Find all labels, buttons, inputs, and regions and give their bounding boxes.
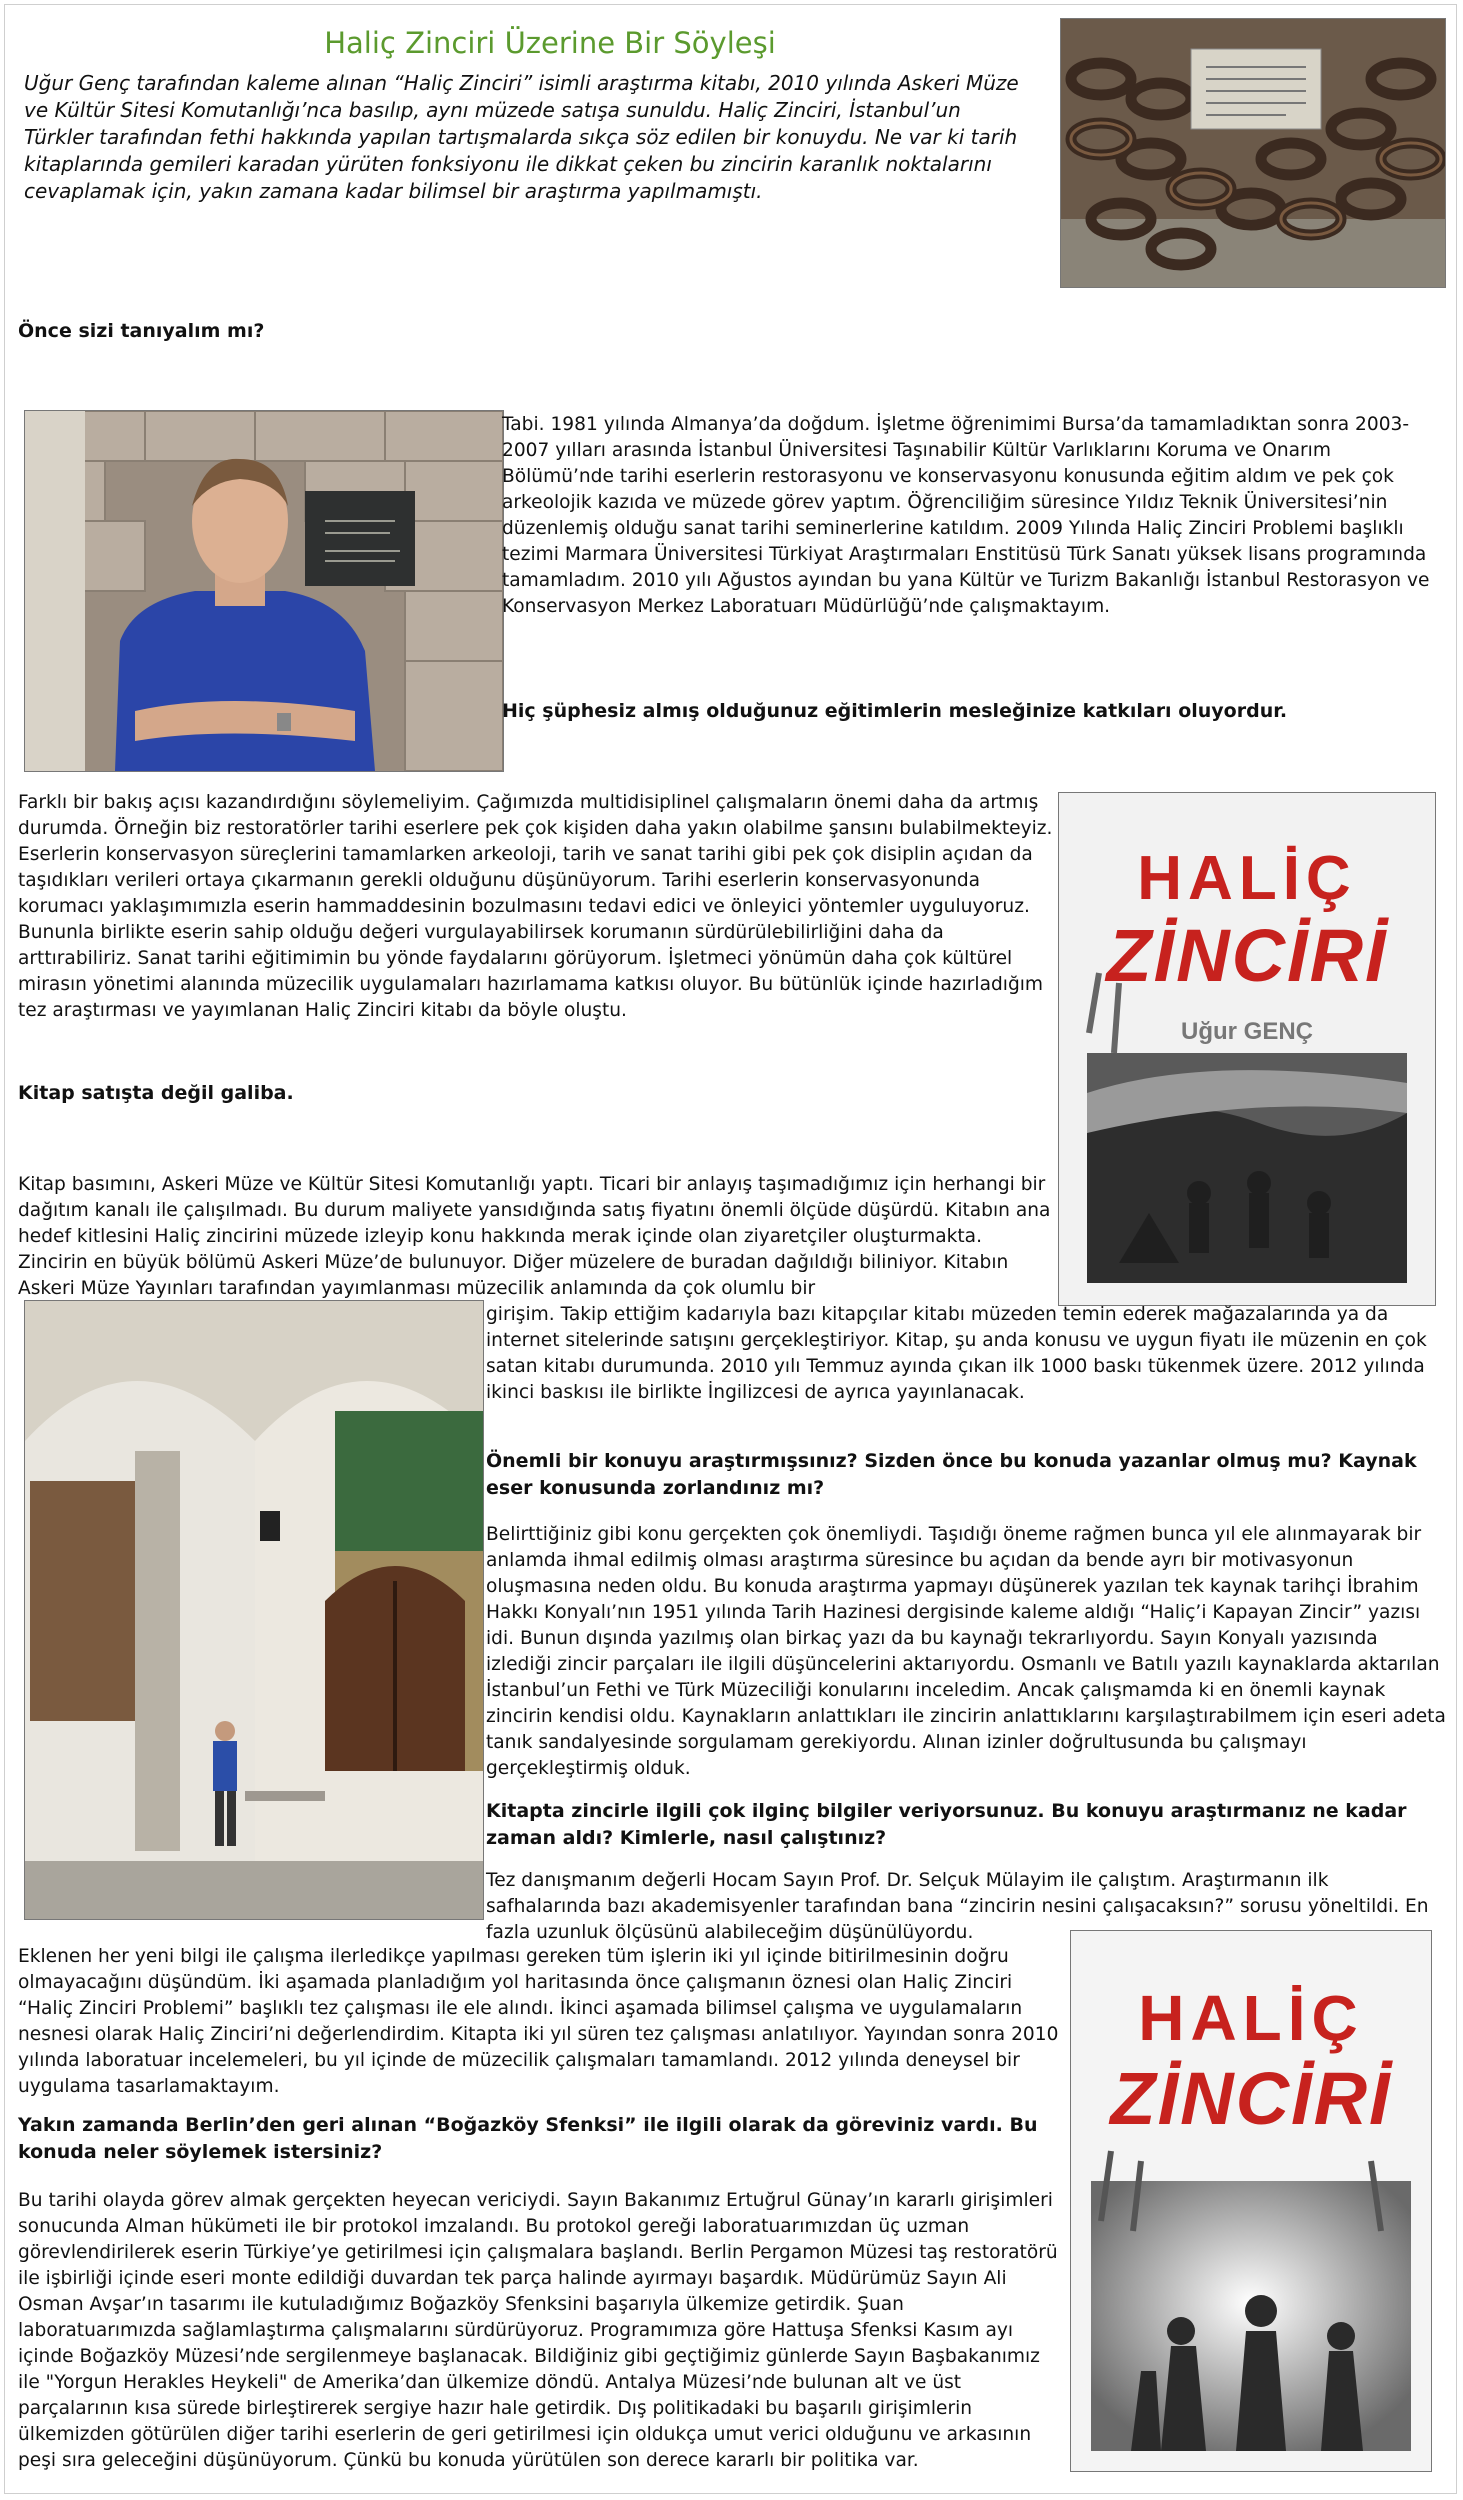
answer-4-block xyxy=(486,1522,1446,1782)
chain-photo xyxy=(1060,18,1446,288)
answer-3-block xyxy=(18,1172,1053,1302)
page-title: Haliç Zinciri Üzerine Bir Söyleşi xyxy=(324,26,776,60)
answer-6-block xyxy=(18,2188,1063,2474)
question-4: Önemli bir konuyu araştırmışsınız? Sizden önce bu konuda yazanlar olmuş mu? Kaynak eser konusunda zorlandınız mı? xyxy=(486,1450,1417,1499)
book-1-author: Uğur GENÇ xyxy=(1181,1018,1313,1045)
answer-5a: Tez danışmanım değerli Hocam Sayın Prof. Dr. Selçuk Mülayim ile çalıştım. Araştırmanın ilk safhalarında bazı akademisyenler tarafından bana “zincirin nesini çalışacaksın?” sorusu yöneltildi. En fazla uzunluk ölçüsünü alabileceğim düşünülüyordu. xyxy=(486,1870,1429,1943)
answer-1: Tabi. 1981 yılında Almanya’da doğdum. İşletme öğrenimimi Bursa’da tamamladıktan sonra 2003-2007 yılları arasında İstanbul Üniversitesi Taşınabilir Kültür Varlıklarını Koruma ve Onarım Bölümü’nde tarihi eserlerin restorasyonu ve konservasyonu konusunda eğitim aldım ve pek çok arkeolojik kazıda ve müzede görev yaptım. Öğrenciliğim süresince Yıldız Teknik Üniversitesi’nin düzenlemiş olduğu sanat tarihi seminerlerine katıldım. 2009 Yılında Haliç Zinciri Problemi başlıklı tezimi Marmara Üniversitesi Türkiyat Araştırmaları Enstitüsü Türk Sanatı yüksek lisans programında tamamladım. 2010 yılı Ağustos ayından bu yana Kültür ve Turizm Bakanlığı İstanbul Restorasyon ve Konservasyon Merkez Laboratuarı Müdürlüğü’nde çalışmaktayım. xyxy=(502,414,1430,617)
author-portrait-photo xyxy=(24,410,504,772)
answer-1-block xyxy=(502,412,1432,620)
answer-4: Belirttiğiniz gibi konu gerçekten çok önemliydi. Taşıdığı öneme rağmen bunca yıl ele alınmayarak bir anlamda ihmal edilmiş olması araştırma süresince bu açıdan da bende ayrı bir motivasyonun oluşmasına neden oldu. Bu konuda araştırma yapmayı düşünerek yazılan tek kaynak tarihçi İbrahim Hakkı Konyalı’nın 1951 yılında Tarih Hazinesi dergisinde kaleme aldığı “Haliç’i Kapayan Zincir” yazısı idi. Bunun dışında yazılmış olan birkaç yazı da bu kaynağı tekrarlıyordu. Sayın Konyalı yazısında izlediği zincir parçaları ile ilgili düşüncelerini aktarıyordu. Osmanlı ve Batılı yazılı kaynaklarda aktarılan İstanbul’un Fethi ve Türk Müzeciliği konularını inceledim. Ancak çalışmamda ki en önemli kaynak zincirin kendisi oldu. Kaynakların anlattıkları ile zincirin anlattıklarını karşılaştırabilmem için eseri adeta tanık sandalyesinde sorgulamam gerekiyordu. Alınan izinler doğrultusunda bu çalışmayı gerçekleştirmiş olduk. xyxy=(486,1524,1446,1779)
question-1: Önce sizi tanıyalım mı? xyxy=(18,320,265,342)
book-1-title-top: HALİÇ xyxy=(1137,844,1357,913)
book-1-title-bottom: ZİNCİRİ xyxy=(1106,914,1388,997)
author-mosque-photo xyxy=(24,1300,484,1920)
answer-3: Kitap basımını, Askeri Müze ve Kültür Sitesi Komutanlığı yaptı. Ticari bir anlayış taşımadığımız için herhangi bir dağıtım kanalı ile çalışılmadı. Bu durum maliyete yansıdığında satış fiyatını önemli ölçüde düşürdü. Kitabın ana hedef kitlesini Haliç zincirini müzede izleyip konu hakkında merak içinde olan ziyaretçiler oluşturmakta. Zincirin en büyük bölümü Askeri Müze’de bulunuyor. Diğer müzelere de buradan dağıldığı biliniyor. Kitabın Askeri Müze Yayınları tarafından yayımlanması müzecilik anlamında da çok olumlu bir xyxy=(18,1174,1051,1299)
book-2-title-bottom: ZİNCİRİ xyxy=(1110,2057,1392,2140)
answer-5b: Eklenen her yeni bilgi ile çalışma ilerledikçe yapılması gereken tüm işlerin iki yıl içinde bitirilmesinin doğru olmayacağını düşündüm. İki aşamada planladığım yol haritasında önce çalışmanın öznesi olan Haliç Zinciri “Haliç Zinciri Problemi” başlıklı tez çalışması ile ele alındı. İkinci aşamada bilimsel çalışma ve uygulamaların nesnesi olarak Haliç Zinciri’ni değerlendirdim. Kitapta iki yıl süren tez çalışması anlatılıyor. Yayından sonra 2010 yılında laboratuar incelemeleri, bu yıl içinde de müzecilik çalışmaları tamamlandı. 2012 yılında deneysel bir uygulama tasarlamaktayım. xyxy=(18,1946,1059,2097)
answer-3b: girişim. Takip ettiğim kadarıyla bazı kitapçılar kitabı müzeden temin ederek mağazalarında ya da internet sitelerinde satışını gerçekleştiriyor. Kitap, şu anda konusu ve uygun fiyatı ile müzenin en çok satan kitabı durumunda. 2010 yılı Temmuz ayında çıkan ilk 1000 baskı tükenmek üzere. 2012 yılında ikinci baskısı ile birlikte İngilizcesi de ayrıca yayınlanacak. xyxy=(486,1304,1427,1403)
book-cover-2 xyxy=(1070,1930,1432,2472)
question-2: Hiç şüphesiz almış olduğunuz eğitimlerin mesleğinize katkıları oluyordur. xyxy=(502,700,1288,722)
answer-5b-block xyxy=(18,1944,1068,2100)
answer-3b-block xyxy=(486,1302,1446,1406)
book-cover-1 xyxy=(1058,792,1436,1306)
answer-2: Farklı bir bakış açısı kazandırdığını söylemeliyim. Çağımızda multidisiplinel çalışmaların önemi daha da artmış durumda. Örneğin biz restoratörler tarihi eserlere pek çok kişiden daha yakın olabilme şansını bulabilmekteyiz. Eserlerin konservasyon süreçlerini tamamlarken arkeoloji, tarih ve sanat tarihi gibi pek çok disiplin açıdan da taşıdıkları verileri ortaya çıkarmanın gerekli olduğunu düşünüyorum. Tarihi eserlerin konservasyonunda korumacı yaklaşımımızla eserin hammaddesinin bozulmasını tedavi edici ve önleyici yöntemler uyguluyoruz. Bununla birlikte eserin sahip olduğu değeri vurgulayabilirsek korumanın sürdürülebilirliğini daha da arttırabiliriz. Sanat tarihi eğitimimin bu yönde faydalarını görüyorum. İşletmeci yönümün daha çok kültürel mirasın yönetimi alanında müzecilik uygulamaları hazırlamama katkısı oluyor. Bu bütünlük içinde hazırladığım tez araştırması ve yayımlanan Haliç Zinciri kitabı da böyle oluştu. xyxy=(18,792,1053,1021)
answer-2-block xyxy=(18,790,1053,1024)
intro-paragraph: Uğur Genç tarafından kaleme alınan “Haliç Zinciri” isimli araştırma kitabı, 2010 yılında Askeri Müze ve Kültür Sitesi Komutanlığı’nca basılıp, aynı müzede satışa sunuldu. Haliç Zinciri, İstanbul’un Türkler tarafından fethi hakkında yapılan tartışmalarda sıkça söz edilen bir konuydu. Ne var ki tarih kitaplarında gemileri karadan yürüten fonksiyonu ile dikkat çeken bu zincirin karanlık noktalarını cevaplamak için, yakın zamana kadar bilimsel bir araştırma yapılmamıştı. xyxy=(24,71,1019,203)
question-5: Kitapta zincirle ilgili çok ilginç bilgiler veriyorsunuz. Bu konuyu araştırmanız ne kadar zaman aldı? Kimlerle, nasıl çalıştınız? xyxy=(486,1800,1407,1849)
question-3: Kitap satışta değil galiba. xyxy=(18,1082,294,1104)
answer-6: Bu tarihi olayda görev almak gerçekten heyecan vericiydi. Sayın Bakanımız Ertuğrul Günay’ın kararlı girişimleri sonucunda Alman hükümeti ile bir protokol imzalandı. Bu protokol gereği laboratuarımızdan üç uzman görevlendirilerek eserin Türkiye’ye getirilmesi için çalışmalara başlandı. Berlin Pergamon Müzesi taş restoratörü ile işbirliği içinde eseri monte edildiği duvardan tek parça halinde ayırmayı başardık. Müdürümüz Sayın Ali Osman Avşar’ın tasarımı ile kutuladığımız Boğazköy Sfenksini başarıyla ülkemize getirdik. Şuan laboratuarımızda sağlamlaştırma çalışmalarını sürdürüyoruz. Programımıza göre Hattuşa Sfenksi Kasım ayı içinde Boğazköy Müzesi’nde sergilenmeye başlanacak. Bildiğiniz gibi geçtiğimiz günlerde Sayın Başbakanımız ile "Yorgun Herakles Heykeli" de Amerika’dan ülkemize döndü. Antalya Müzesi’nde bulunan alt ve üst parçalarının kısa sürede birleştirerek sergiye hazır hale getirdik. Dış politikadaki bu başarılı girişimlerin ülkemizden götürülen diğer tarihi eserlerin de geri getirilmesi için oldukça umut verici olduğunu ve arkasının peşi sıra geleceğini düşünüyorum. Çünkü bu konuda yürütülen son derece kararlı bir politika var. xyxy=(18,2190,1058,2471)
book-2-title-top: HALİÇ xyxy=(1138,1982,1364,2054)
question-6: Yakın zamanda Berlin’den geri alınan “Boğazköy Sfenksi” ile ilgili olarak da göreviniz vardı. Bu konuda neler söylemek istersiniz? xyxy=(18,2114,1038,2163)
